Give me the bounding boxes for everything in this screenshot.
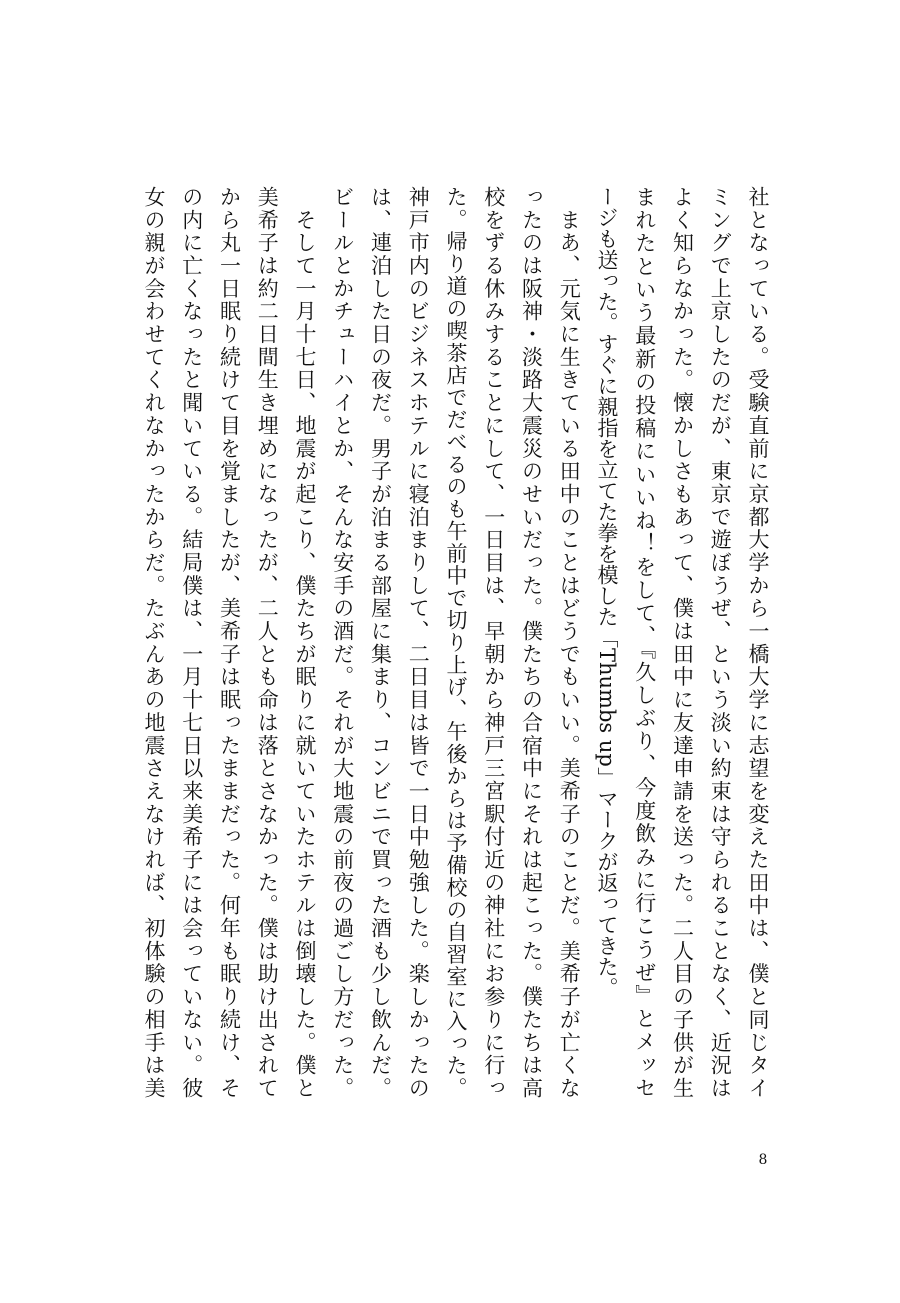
- text-column: は、連泊した日の夜だ。男子が泊まる部屋に集まり、コンビニで買った酒も少し飲んだ。: [368, 186, 393, 1098]
- text-column: まあ、元気に生きている田中のことはどうでもいい。美希子のことだ。美希子が亡くな: [557, 186, 582, 1098]
- page-number: 8: [758, 1152, 768, 1168]
- text-column: まれたという最新の投稿にいいね！をして、『久しぶり、今度飲みに行こうぜ』とメッセ: [632, 186, 657, 1098]
- text-column: ミングで上京したのだが、東京で遊ぼうぜ、という淡い約束は守られることなく、近況は: [708, 186, 733, 1098]
- text-column: ビールとかチューハイとか、そんな安手の酒だ。それが大地震の前夜の過ごし方だった。: [330, 186, 355, 1098]
- text-column: よく知らなかった。懐かしさもあって、僕は田中に友達申請を送った。二人目の子供が生: [670, 186, 695, 1098]
- text-column: ったのは阪神・淡路大震災のせいだった。僕たちの合宿中にそれは起こった。僕たちは高: [519, 186, 544, 1098]
- text-column: 社となっている。受験直前に京都大学から一橋大学に志望を変えた田中は、僕と同じタイ: [746, 186, 770, 1098]
- text-column: 神戸市内のビジネスホテルに寝泊まりして、二日目は皆で一日中勉強した。楽しかったの: [406, 186, 431, 1098]
- vertical-text-body: [142, 186, 770, 1098]
- text-column: た。帰り道の喫茶店でだべるのも午前中で切り上げ、午後からは予備校の自習室に入った。: [444, 186, 468, 1098]
- text-column: そして一月十七日、地震が起こり、僕たちが眠りに就いていたホテルは倒壊した。僕と: [293, 186, 317, 1098]
- text-column: 美希子は約二日間生き埋めになったが、二人とも命は落とさなかった。僕は助け出されて: [255, 186, 280, 1098]
- text-column: から丸一日眠り続けて目を覚ましたが、美希子は眠ったままだった。何年も眠り続け、そ: [217, 186, 242, 1098]
- text-column: の内に亡くなったと聞いている。結局僕は、一月十七日以来美希子には会っていない。彼: [179, 186, 204, 1098]
- text-column: 女の親が会わせてくれなかったからだ。たぶんあの地震さえなければ、初体験の相手は美: [142, 186, 166, 1098]
- text-column: 校をずる休みすることにして、一日目は、早朝から神戸三宮駅付近の神社にお参りに行っ: [481, 186, 506, 1098]
- text-column: ージも送った。すぐに親指を立てた拳を模した「Thumbs up」マークが返ってきた。: [595, 186, 619, 998]
